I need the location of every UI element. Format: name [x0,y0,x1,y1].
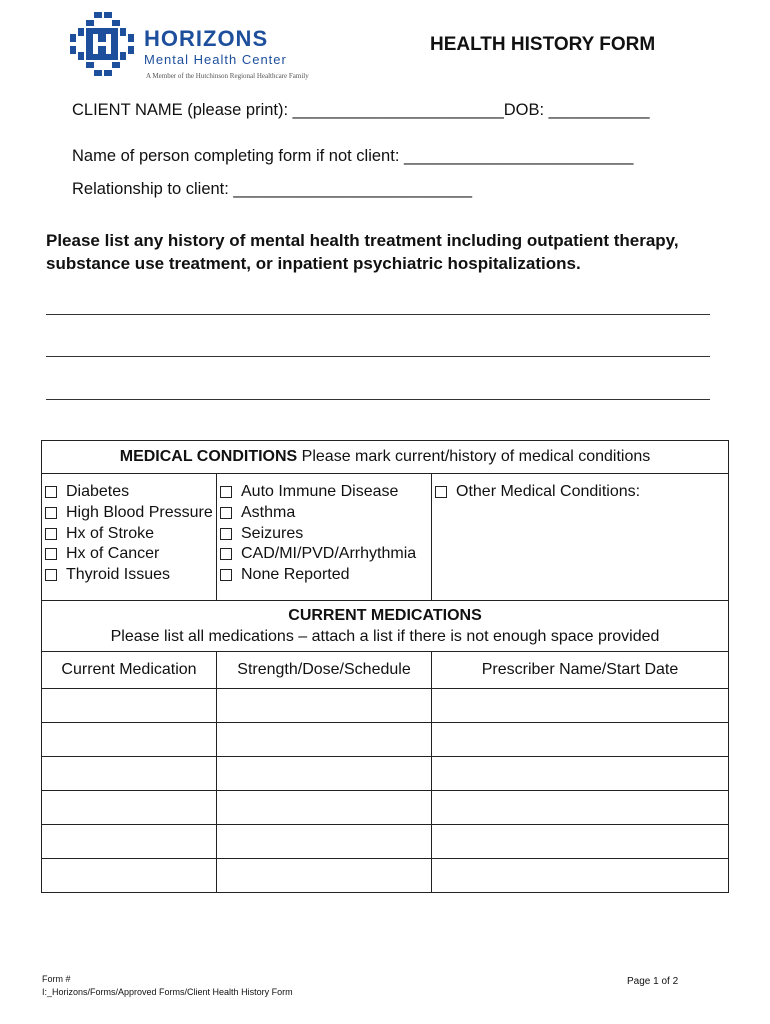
footer-file-path: I:_Horizons/Forms/Approved Forms/Client Health History Form [42,987,293,997]
checkbox-icon[interactable] [220,528,232,540]
checkbox-icon[interactable] [220,486,232,498]
condition-checkbox-seizures[interactable] [220,523,431,544]
condition-checkbox-none-reported[interactable] [220,565,431,586]
page-number: Page 1 of 2 [627,976,679,987]
condition-label: Hx of Cancer [66,545,160,563]
completer-name-field[interactable]: Name of person completing form if not client: _________________________ [72,147,634,165]
treatment-history-line[interactable] [46,399,710,400]
treatment-history-line[interactable] [46,314,710,315]
condition-checkbox-other[interactable] [435,482,728,503]
prescriber-cell[interactable] [432,825,729,859]
checkbox-icon[interactable] [45,507,57,519]
logo-subtitle: Mental Health Center [144,52,287,67]
medication-cell[interactable] [42,757,217,791]
treatment-history-instructions: Please list any history of mental health treatment including outpatient therapy, substance use treatment, or inpatient psychiatric hospitalizations. [46,231,679,273]
medication-cell[interactable] [42,689,217,723]
conditions-column-3 [432,474,729,601]
treatment-history-line[interactable] [46,356,710,357]
prescriber-cell[interactable] [432,791,729,825]
dose-cell[interactable] [217,791,432,825]
dose-cell[interactable] [217,825,432,859]
condition-checkbox-auto-immune[interactable] [220,482,431,503]
condition-checkbox-cancer[interactable] [45,544,216,565]
logo-tagline: A Member of the Hutchinson Regional Healthcare Family [146,72,309,80]
logo-name: HORIZONS [144,26,269,51]
medical-conditions-header [42,441,729,474]
condition-checkbox-cad[interactable] [220,544,431,565]
table-row [42,723,729,757]
prescriber-cell[interactable] [432,723,729,757]
medication-cell[interactable] [42,859,217,893]
horizons-cross-icon [70,12,134,76]
prescriber-cell[interactable] [432,859,729,893]
condition-label: None Reported [241,566,350,584]
condition-label: High Blood Pressure [66,504,213,522]
relationship-field[interactable]: Relationship to client: __________________________ [72,180,473,198]
prescriber-cell[interactable] [432,689,729,723]
current-medications-header [42,601,729,652]
condition-label: Auto Immune Disease [241,483,399,501]
medical-conditions-heading: MEDICAL CONDITIONS [119,448,298,465]
condition-checkbox-high-blood-pressure[interactable] [45,503,216,524]
footer-form-number: Form # [42,974,71,984]
condition-label: Hx of Stroke [66,524,155,542]
checkbox-icon[interactable] [45,528,57,540]
checkbox-icon[interactable] [220,548,232,560]
table-row [42,757,729,791]
condition-label: Diabetes [66,483,130,501]
condition-label: CAD/MI/PVD/Arrhythmia [241,545,417,563]
condition-label: Seizures [241,524,304,542]
organization-logo [70,12,340,84]
condition-label: Other Medical Conditions: [456,483,641,501]
current-medications-heading: CURRENT MEDICATIONS [288,607,482,624]
table-row [42,825,729,859]
client-name-dob-field[interactable]: CLIENT NAME (please print): _______________________DOB: ___________ [72,101,650,119]
checkbox-icon[interactable] [45,548,57,560]
dose-cell[interactable] [217,723,432,757]
checkbox-icon[interactable] [220,507,232,519]
current-medications-subheading: Please list all medications – attach a list if there is not enough space provided [110,628,660,645]
medical-conditions-subheading: Please mark current/history of medical conditions [297,448,651,465]
condition-label: Thyroid Issues [66,566,171,584]
column-header-medication: Current Medication [42,652,217,689]
condition-checkbox-asthma[interactable] [220,503,431,524]
form-title: HEALTH HISTORY FORM [430,34,656,55]
dose-cell[interactable] [217,859,432,893]
medication-cell[interactable] [42,791,217,825]
checkbox-icon[interactable] [45,569,57,581]
table-row [42,859,729,893]
health-history-table [41,440,729,893]
condition-checkbox-stroke[interactable] [45,523,216,544]
column-header-dose: Strength/Dose/Schedule [217,652,432,689]
table-row [42,689,729,723]
checkbox-icon[interactable] [220,569,232,581]
column-header-prescriber: Prescriber Name/Start Date [432,652,729,689]
medication-cell[interactable] [42,723,217,757]
prescriber-cell[interactable] [432,757,729,791]
condition-label: Asthma [241,504,296,522]
condition-checkbox-diabetes[interactable] [45,482,216,503]
conditions-column-2 [217,474,432,601]
dose-cell[interactable] [217,689,432,723]
dose-cell[interactable] [217,757,432,791]
checkbox-icon[interactable] [45,486,57,498]
medication-cell[interactable] [42,825,217,859]
conditions-column-1 [42,474,217,601]
checkbox-icon[interactable] [435,486,447,498]
condition-checkbox-thyroid[interactable] [45,565,216,586]
table-row [42,791,729,825]
